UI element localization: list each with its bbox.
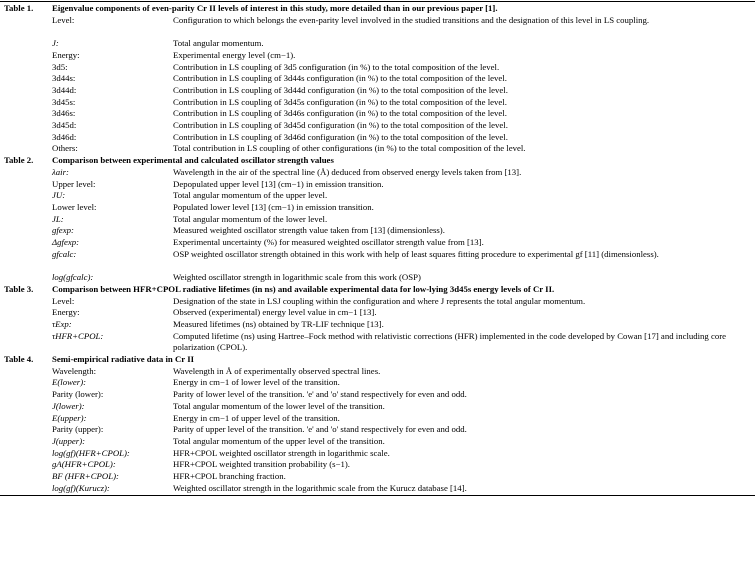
- definition: Total angular momentum of the upper level.: [173, 190, 328, 201]
- term: E(lower):: [52, 377, 87, 388]
- definition: Experimental uncertainty (%) for measured weighted oscillator strength value from [13].: [173, 237, 484, 247]
- definition: Weighted oscillator strength in the logarithmic scale from the Kurucz database [14].: [173, 482, 467, 493]
- top-rule: [0, 1, 755, 2]
- definition: OSP weighted oscillator strength obtained in this work with help of least squares fitting procedure to experimental gf [11] (dimensionless).: [173, 248, 659, 259]
- definition: Wavelength in the air of the spectral line (Å) deduced from observed energy levels taken from [13].: [173, 166, 522, 177]
- definition: Populated lower level [13] (cm−1) in emission transition.: [173, 201, 374, 212]
- term: 3d45s:: [52, 96, 76, 107]
- table-title: Comparison between HFR+CPOL radiative lifetimes (in ns) and available experimental data for low-lying 3d45s energy levels of Cr II.: [52, 283, 555, 294]
- term: Parity (lower):: [52, 389, 104, 400]
- term: log(gf)(Kurucz):: [52, 482, 110, 493]
- definition: Total angular momentum of the lower level.: [173, 213, 328, 224]
- table-number: Table 3.: [4, 283, 34, 294]
- definition: Total angular momentum.: [173, 38, 264, 49]
- term: log(gfcalc):: [52, 272, 94, 283]
- definition: Measured lifetimes (ns) obtained by TR-LIF technique [13].: [173, 318, 384, 329]
- definition: Observed (experimental) energy level value in cm−1 [13].: [173, 307, 377, 318]
- definition: Total angular momentum of the lower level of the transition.: [173, 400, 385, 411]
- term: gfexp:: [52, 225, 74, 236]
- term: 3d45d:: [52, 120, 77, 130]
- term: gA(HFR+CPOL):: [52, 459, 116, 470]
- definition: Contribution in LS coupling of 3d45d configuration (in %) to the total composition of the level.: [173, 120, 508, 130]
- term: 3d46d:: [52, 131, 77, 142]
- definition: HFR+CPOL branching fraction.: [173, 471, 286, 481]
- definition: Measured weighted oscillator strength value taken from [13] (dimensionless).: [173, 225, 445, 236]
- term: Upper level:: [52, 178, 96, 189]
- definition: Contribution in LS coupling of 3d46s configuration (in %) to the total composition of the level.: [173, 108, 507, 119]
- definition: HFR+CPOL weighted transition probability (s−1).: [173, 459, 350, 470]
- term: Parity (upper):: [52, 424, 104, 435]
- definition: Contribution in LS coupling of 3d46d configuration (in %) to the total composition of the level.: [173, 131, 508, 142]
- definition: Experimental energy level (cm−1).: [173, 49, 296, 60]
- definition: Designation of the state in LSJ coupling within the configuration and where J represents the total angular momentum.: [173, 295, 586, 306]
- definition: Wavelength in Å of experimentally observed spectral lines.: [173, 365, 381, 376]
- definition: HFR+CPOL weighted oscillator strength in logarithmic scale.: [173, 447, 390, 458]
- table-number: Table 2.: [4, 155, 34, 166]
- definition: Energy in cm−1 of upper level of the transition.: [173, 412, 340, 423]
- definition: Energy in cm−1 of lower level of the transition.: [173, 377, 340, 388]
- definition: Total contribution in LS coupling of other configurations (in %) to the total composition of the level.: [173, 143, 526, 154]
- table-number: Table 1.: [4, 3, 34, 13]
- term: J:: [52, 38, 59, 49]
- term: Level:: [52, 14, 75, 25]
- table-title: Eigenvalue components of even-parity Cr II levels of interest in this study, more detailed than in our previous paper [1].: [52, 3, 498, 13]
- definition: Weighted oscillator strength in logarithmic scale from this work (OSP): [173, 272, 421, 283]
- term: λair:: [52, 166, 69, 177]
- term: Others:: [52, 143, 78, 154]
- term: JL:: [52, 213, 64, 224]
- term: Lower level:: [52, 201, 97, 212]
- definition: Total angular momentum of the upper level of the transition.: [173, 435, 385, 446]
- definition: Parity of lower level of the transition. 'e' and 'o' stand respectively for even and odd.: [173, 389, 467, 400]
- definition: Configuration to which belongs the even-parity level involved in the studied transitions and the designation of this level in LS coupling.: [173, 14, 650, 25]
- term: Energy:: [52, 307, 80, 318]
- term: E(upper):: [52, 412, 87, 423]
- term: Wavelength:: [52, 365, 97, 376]
- term: 3d5:: [52, 61, 68, 72]
- term: JU:: [52, 190, 66, 201]
- definition: Parity of upper level of the transition. 'e' and 'o' stand respectively for even and odd.: [173, 424, 467, 435]
- term: 3d44d:: [52, 84, 77, 95]
- table-title: Semi-empirical radiative data in Cr II: [52, 354, 195, 364]
- table-title: Comparison between experimental and calculated oscillator strength values: [52, 155, 334, 166]
- term: Energy:: [52, 49, 80, 60]
- term: Level:: [52, 295, 75, 306]
- term: 3d46s:: [52, 108, 76, 119]
- definition: Contribution in LS coupling of 3d44d configuration (in %) to the total composition of the level.: [173, 84, 508, 95]
- definition: Contribution in LS coupling of 3d5 configuration (in %) to the total composition of the level.: [173, 61, 500, 72]
- term: J(lower):: [52, 400, 85, 411]
- bottom-rule: [0, 495, 755, 496]
- term: J(upper):: [52, 435, 86, 446]
- definition: Contribution in LS coupling of 3d45s configuration (in %) to the total composition of the level.: [173, 96, 507, 107]
- term: BF (HFR+CPOL):: [52, 471, 119, 481]
- term: τExp:: [52, 318, 72, 329]
- term: τHFR+CPOL:: [52, 330, 104, 341]
- definition: Contribution in LS coupling of 3d44s configuration (in %) to the total composition of the level.: [173, 73, 507, 84]
- term: Δgfexp:: [52, 237, 79, 247]
- term: gfcalc:: [52, 248, 77, 259]
- table-number: Table 4.: [4, 354, 34, 364]
- definition: Depopulated upper level [13] (cm−1) in emission transition.: [173, 178, 384, 189]
- definition: Computed lifetime (ns) using Hartree–Fock method with relativistic corrections (HFR) implemented in the code developed by Cowan [17] and including core polarization (CPOL).: [173, 330, 727, 353]
- term: log(gf)(HFR+CPOL):: [52, 447, 130, 458]
- term: 3d44s:: [52, 73, 76, 84]
